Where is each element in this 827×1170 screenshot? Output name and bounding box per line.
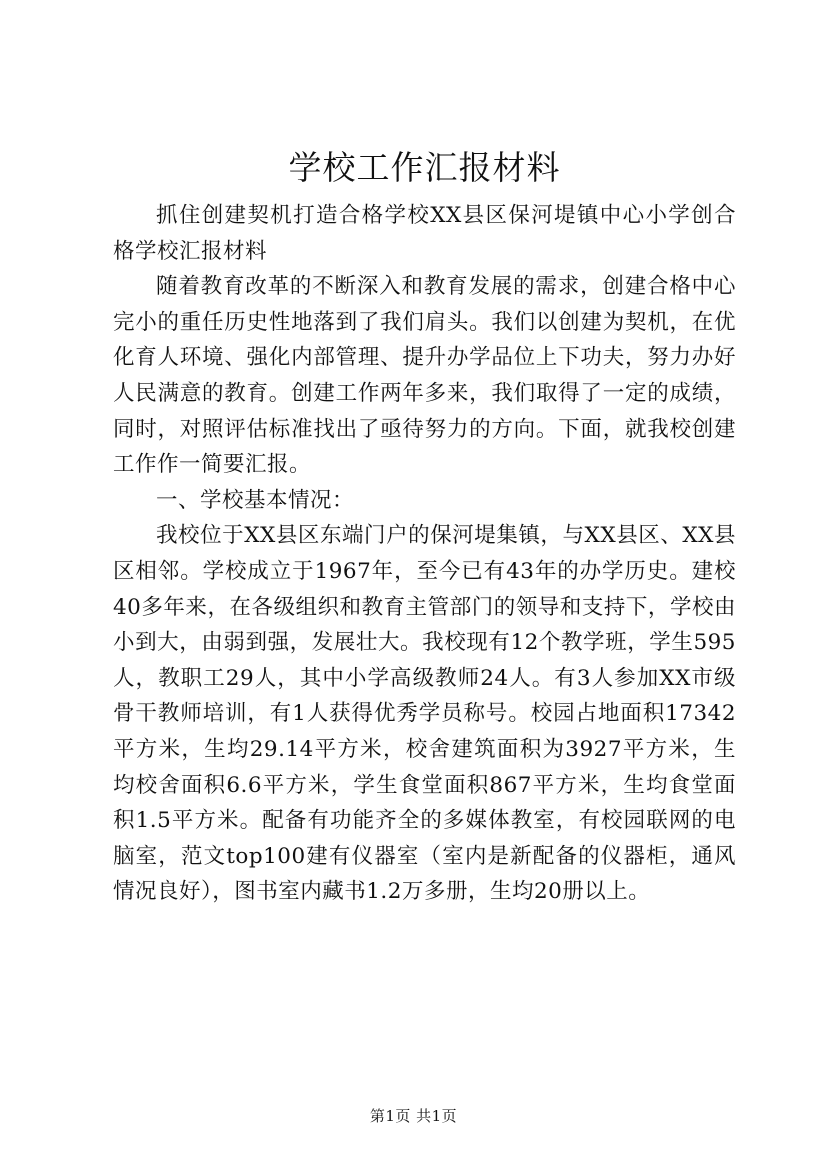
document-body: [113, 148, 736, 910]
paragraph-basic-info: 我校位于XX县区东端门户的保河堤集镇，与XX县区、XX县区相邻。学校成立于1967年，至今已有43年的办学历史。建校40多年来，在各级组织和教育主管部门的领导和支持下，学校由小到大，由弱到强，发展壮大。我校现有12个教学班，学生595人，教职工29人，其中小学高级教师24人。有3人参加XX市级骨干教师培训，有1人获得优秀学员称号。校园占地面积17342平方米，生均29.14平方米，校舍建筑面积为3927平方米，生均校舍面积6.6平方米，学生食堂面积867平方米，生均食堂面积1.5平方米。配备有功能齐全的多媒体教室，有校园联网的电脑室，范文top100建有仪器室（室内是新配备的仪器柜，通风情况良好），图书室内藏书1.2万多册，生均20册以上。: [113, 523, 736, 905]
paragraph-introduction: 随着教育改革的不断深入和教育发展的需求，创建合格中心完小的重任历史性地落到了我们肩头。我们以创建为契机，在优化育人环境、强化内部管理、提升办学品位上下功夫，努力办好人民满意的教育。创建工作两年多来，我们取得了一定的成绩，同时，对照评估标准找出了亟待努力的方向。下面，就我校创建工作作一简要汇报。: [113, 274, 736, 478]
section-heading-basic-info: 一、学校基本情况：: [156, 487, 355, 513]
page-footer: 第1页 共1页: [369, 1107, 458, 1125]
document-title: 学校工作汇报材料: [288, 148, 561, 187]
paragraph-subtitle: 抓住创建契机打造合格学校XX县区保河堤镇中心小学创合格学校汇报材料: [113, 203, 736, 264]
